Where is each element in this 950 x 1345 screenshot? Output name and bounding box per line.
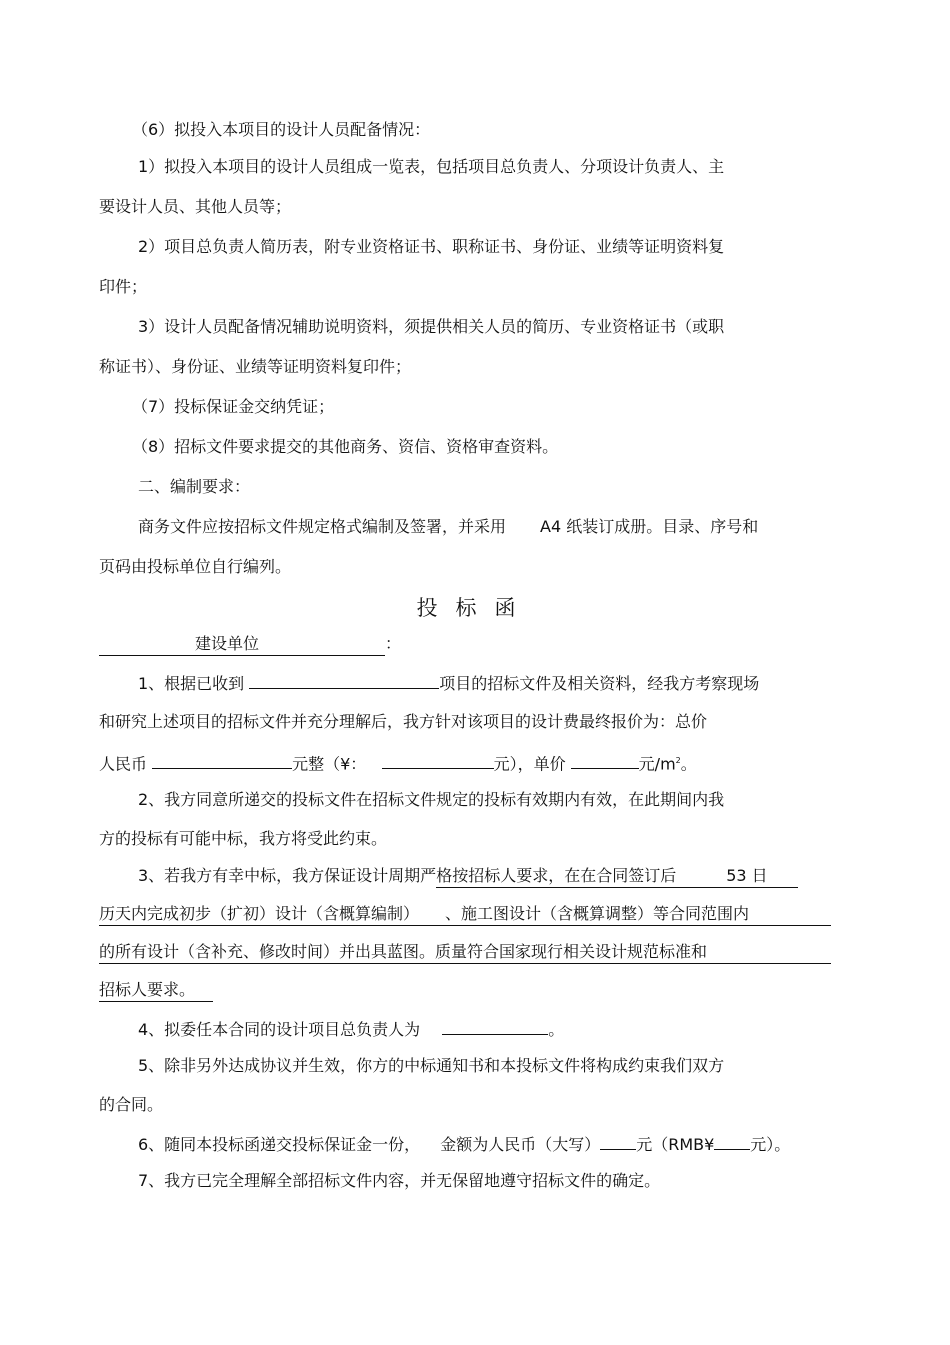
clause-5-line1: 5、除非另外达成协议并生效，你方的中标通知书和本投标文件将构成约束我们双方 <box>138 1056 725 1075</box>
item-6-sub1-line2: 要设计人员、其他人员等； <box>99 197 292 216</box>
clause-3-line3 <box>99 942 831 964</box>
item-6-sub2-line1: 2）项目总负责人简历表，附专业资格证书、职称证书、身份证、业绩等证明资料复 <box>138 237 725 256</box>
requirement-line1-a: 商务文件应按招标文件规定格式编制及签署，并采用 <box>138 517 507 536</box>
item-6-sub3-line2: 称证书）、身份证、业绩等证明资料复印件； <box>99 357 412 376</box>
clause-3-a1: 3、若我方有幸中标，我方保证设计周期严 <box>138 866 437 885</box>
clause-4-a: 4、拟委任本合同的设计项目总负责人为 <box>138 1020 421 1039</box>
deposit-words-blank <box>600 1133 636 1150</box>
project-name-blank <box>249 672 439 689</box>
requirement-line2: 页码由投标单位自行编列。 <box>99 557 292 576</box>
clause-6-b: 金额为人民币（大写） <box>440 1135 601 1154</box>
clause-6-a: 6、随同本投标函递交投标保证金一份， <box>138 1135 421 1154</box>
unit-price-blank <box>571 752 639 769</box>
clause-1-line3 <box>99 751 697 774</box>
clause-1-sup: 2 <box>675 756 681 765</box>
total-price-figure-blank <box>382 752 494 769</box>
clause-1-c4: 元/m <box>638 754 676 774</box>
clause-4-end: 。 <box>548 1020 565 1039</box>
section-heading-2: 二、编制要求： <box>138 477 251 496</box>
requirement-line1-b: A4 纸装订成册。目录、序号和 <box>540 517 759 536</box>
addressee-line <box>99 634 401 656</box>
clause-4 <box>138 1018 564 1040</box>
clause-1-c5: 。 <box>680 754 697 774</box>
clause-7: 7、我方已完全理解全部招标文件内容，并无保留地遵守招标文件的确定。 <box>138 1171 661 1190</box>
item-6-sub3-line1: 3）设计人员配备情况辅助说明资料，须提供相关人员的简历、专业资格证书（或职 <box>138 317 725 336</box>
clause-3-c: 的所有设计（含补充、修改时间）并出具蓝图。质量符合国家现行相关设计规范标准和 <box>99 942 831 964</box>
clause-3-line4 <box>99 980 213 1002</box>
clause-1-a: 1、根据已收到 <box>138 674 245 693</box>
clause-3-b1: 历天内完成初步（扩初）设计（含概算编制） <box>99 904 420 923</box>
clause-1-c1: 人民币 <box>99 754 148 774</box>
clause-6-d: 元）。 <box>750 1135 791 1154</box>
deposit-figure-blank <box>714 1133 750 1150</box>
clause-3-line2-underlined <box>99 904 831 926</box>
item-8: （8）招标文件要求提交的其他商务、资信、资格审查资料。 <box>132 437 559 456</box>
total-price-blank <box>152 752 292 769</box>
clause-3-line2 <box>99 904 831 926</box>
clause-3-line1 <box>138 866 798 888</box>
item-6-sub2-line2: 印件； <box>99 277 148 296</box>
project-leader-blank <box>442 1018 548 1035</box>
item-6: （6）拟投入本项目的设计人员配备情况： <box>132 120 431 139</box>
clause-5-line2: 的合同。 <box>99 1095 164 1114</box>
requirement-line1 <box>138 517 758 537</box>
clause-1-line2: 和研究上述项目的招标文件并充分理解后，我方针对该项目的设计费最终报价为：总价 <box>99 712 708 731</box>
addressee-colon: ： <box>385 634 402 653</box>
clause-6 <box>138 1133 790 1155</box>
clause-1-c3: 元），单价 <box>493 754 566 774</box>
clause-3-a3: 53 日 <box>726 866 768 885</box>
clause-1-c2: 元整（¥： <box>292 754 367 774</box>
clause-1-b: 项目的招标文件及相关资料，经我方考察现场 <box>439 674 760 693</box>
clause-2-line1: 2、我方同意所递交的投标文件在招标文件规定的投标有效期内有效，在此期间内我 <box>138 790 725 809</box>
letter-title: 投标函 <box>416 596 534 620</box>
clause-3-a2: 格按招标人要求，在在合同签订后 <box>436 866 677 885</box>
clause-3-b2: 、施工图设计（含概算调整）等合同范围内 <box>445 904 750 923</box>
clause-3-a-underlined <box>436 866 798 888</box>
addressee: 建设单位 <box>195 634 260 653</box>
clause-6-c: 元（RMB¥ <box>636 1135 715 1154</box>
clause-2-line2: 方的投标有可能中标，我方将受此约束。 <box>99 829 388 848</box>
item-6-sub1-line1: 1）拟投入本项目的设计人员组成一览表，包括项目总负责人、分项设计负责人、主 <box>138 157 725 176</box>
clause-1-line1 <box>138 672 759 694</box>
clause-3-d: 招标人要求。 <box>99 980 213 1002</box>
item-7: （7）投标保证金交纳凭证； <box>132 397 335 416</box>
addressee-blank <box>99 634 385 656</box>
